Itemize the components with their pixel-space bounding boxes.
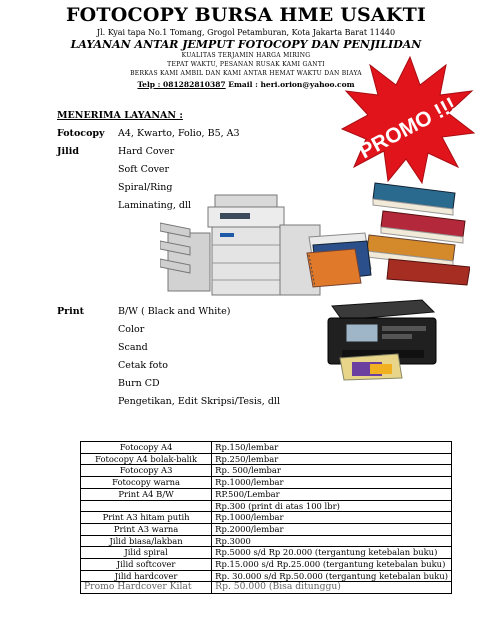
slogan-line: BERKAS KAMI AMBIL DAN KAMI ANTAR HEMAT WAKTU DAN BIAYA xyxy=(130,70,362,77)
price-value: Rp. 500/lembar xyxy=(212,465,452,477)
table-row xyxy=(81,477,452,489)
price-item xyxy=(81,500,212,512)
promo-starburst xyxy=(340,55,475,185)
table-row xyxy=(81,500,452,512)
tagline: LAYANAN ANTAR JEMPUT FOTOCOPY DAN PENJILIDAN xyxy=(70,38,422,51)
table-row xyxy=(81,465,452,477)
price-value: Rp.5000 s/d Rp 20.000 (tergantung ketebalan buku) xyxy=(212,547,452,559)
price-item: Jilid spiral xyxy=(81,547,212,559)
print-item: Color xyxy=(118,324,145,335)
print-label: Print xyxy=(57,306,85,317)
table-row xyxy=(81,535,452,547)
table-row xyxy=(81,559,452,571)
books-image xyxy=(305,175,470,290)
price-table xyxy=(80,441,452,594)
price-item: Print A3 warna xyxy=(81,523,212,535)
price-item: Promo Hardcover Kilat xyxy=(81,582,212,594)
price-value: RP.500/Lembar xyxy=(212,488,452,500)
price-item: Jilid softcover xyxy=(81,559,212,571)
fotocopy-label: Fotocopy xyxy=(57,128,105,139)
table-row xyxy=(81,523,452,535)
email-text: Email : heri.orion@yahoo.com xyxy=(228,80,355,89)
promo-text: PROMO !!! xyxy=(355,93,460,164)
jilid-item: Laminating, dll xyxy=(118,200,192,211)
price-item: Print A3 hitam putih xyxy=(81,512,212,524)
price-value: Rp.1000/lembar xyxy=(212,512,452,524)
table-row xyxy=(81,547,452,559)
price-value: Rp.250/lembar xyxy=(212,453,452,465)
phone-text: Telp : 081282810387 xyxy=(137,80,226,89)
table-row xyxy=(81,442,452,454)
price-value: Rp. 50.000 (Bisa ditunggu) xyxy=(212,582,452,594)
price-item: Fotocopy A3 xyxy=(81,465,212,477)
jilid-item: Hard Cover xyxy=(118,146,175,157)
price-value: Rp.300 (print di atas 100 lbr) xyxy=(212,500,452,512)
jilid-item: Spiral/Ring xyxy=(118,182,173,193)
table-row xyxy=(81,570,452,582)
fotocopy-value: A4, Kwarto, Folio, B5, A3 xyxy=(118,128,240,139)
price-value: Rp.2000/lembar xyxy=(212,523,452,535)
price-item: Jilid biasa/lakban xyxy=(81,535,212,547)
print-item: Cetak foto xyxy=(118,360,168,371)
price-item: Jilid hardcover xyxy=(81,570,212,582)
print-item: Scand xyxy=(118,342,148,353)
price-value: Rp.150/lembar xyxy=(212,442,452,454)
print-item: Pengetikan, Edit Skripsi/Tesis, dll xyxy=(118,396,280,407)
price-item: Fotocopy A4 bolak-balik xyxy=(81,453,212,465)
address-text: Jl. Kyai tapa No.1 Tomang, Grogol Petamburan, Kota Jakarta Barat 11440 xyxy=(96,28,396,37)
price-item: Fotocopy warna xyxy=(81,477,212,489)
print-item: B/W ( Black and White) xyxy=(118,306,231,317)
table-row xyxy=(81,512,452,524)
price-item: Fotocopy A4 xyxy=(81,442,212,454)
price-value: Rp.15.000 s/d Rp.25.000 (tergantung ketebalan buku) xyxy=(212,559,452,571)
jilid-label: Jilid xyxy=(57,146,79,157)
slogan-line: KUALITAS TERJAMIN HARGA MIRING xyxy=(181,52,311,59)
print-item: Burn CD xyxy=(118,378,160,389)
table-row xyxy=(81,582,452,594)
price-value: Rp.1000/lembar xyxy=(212,477,452,489)
jilid-item: Soft Cover xyxy=(118,164,170,175)
table-row xyxy=(81,488,452,500)
table-row xyxy=(81,453,452,465)
price-item: Print A4 B/W xyxy=(81,488,212,500)
printer-image xyxy=(318,292,440,382)
page-title: FOTOCOPY BURSA HME USAKTI xyxy=(65,4,427,26)
services-heading: MENERIMA LAYANAN : xyxy=(57,110,183,121)
price-value: Rp. 30.000 s/d Rp.50.000 (tergantung ketebalan buku) xyxy=(212,570,452,582)
price-value: Rp.3000 xyxy=(212,535,452,547)
slogan-line: TEPAT WAKTU, PESANAN RUSAK KAMI GANTI xyxy=(167,61,325,68)
